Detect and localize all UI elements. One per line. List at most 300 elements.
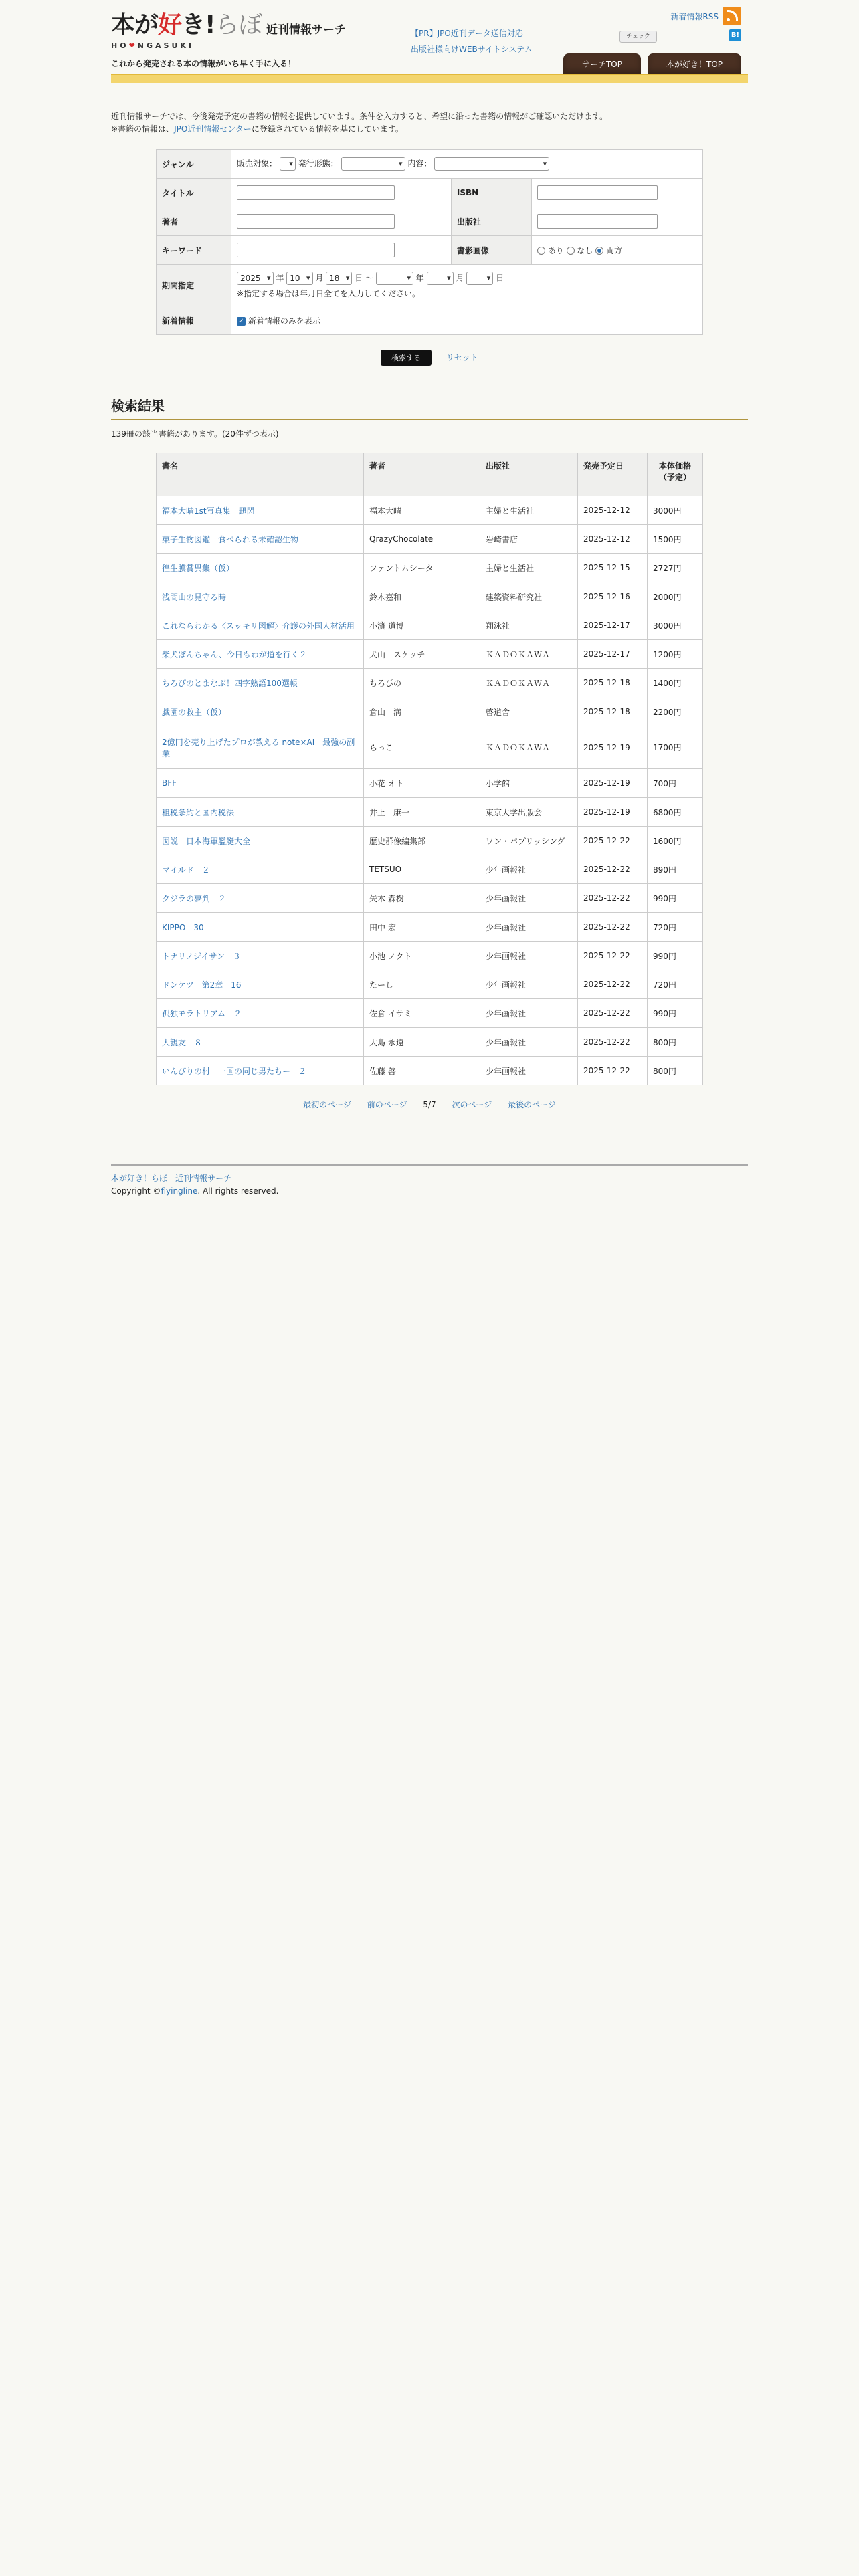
- book-price: 800円: [653, 1037, 676, 1047]
- header-divider-bar: [111, 74, 748, 83]
- table-row: [157, 913, 703, 942]
- flyingline-link[interactable]: flyingline: [161, 1186, 198, 1196]
- book-price: 6800円: [653, 807, 682, 817]
- table-cell: [578, 496, 648, 525]
- table-row: [157, 697, 703, 726]
- book-author: 犬山 スケッチ: [369, 649, 425, 659]
- book-price: 3000円: [653, 621, 682, 631]
- cover-cell: [531, 236, 702, 265]
- book-release-date: 2025-12-17: [583, 649, 630, 659]
- author-input[interactable]: [237, 214, 395, 229]
- rss-label[interactable]: 新着情報RSS: [670, 11, 719, 21]
- book-price: 1600円: [653, 836, 682, 846]
- table-cell: [157, 582, 364, 611]
- current-page: 5/7: [423, 1100, 436, 1109]
- table-cell: [157, 611, 364, 640]
- new-label: 新着情報: [157, 306, 231, 335]
- table-cell: [157, 496, 364, 525]
- table-cell: [364, 726, 480, 769]
- book-title-link[interactable]: 孤独モラトリアム ２: [162, 1008, 242, 1018]
- year-unit: 年: [276, 273, 284, 283]
- table-cell: [578, 611, 648, 640]
- table-cell: [578, 970, 648, 999]
- table-cell: [480, 855, 578, 884]
- table-cell: [480, 942, 578, 970]
- period-label: 期間指定: [157, 265, 231, 306]
- table-cell: [578, 942, 648, 970]
- book-release-date: 2025-12-22: [583, 1008, 630, 1018]
- book-release-date: 2025-12-19: [583, 778, 630, 788]
- table-cell: [648, 769, 703, 798]
- title-input[interactable]: [237, 185, 395, 200]
- site-header: [111, 0, 748, 87]
- book-author: 小濱 道博: [369, 621, 404, 631]
- publisher-label: 出版社: [451, 207, 531, 236]
- content-label: 内容：: [407, 158, 432, 169]
- book-publisher: 建築資料研究社: [486, 592, 543, 602]
- book-publisher: 少年画報社: [486, 951, 527, 961]
- table-cell: [364, 1028, 480, 1057]
- book-publisher: 少年画報社: [486, 865, 527, 875]
- table-cell: [364, 970, 480, 999]
- table-cell: [364, 999, 480, 1028]
- table-cell: [648, 726, 703, 769]
- table-row: [157, 611, 703, 640]
- book-publisher: ＫＡＤＯＫＡＷＡ: [486, 649, 551, 659]
- book-release-date: 2025-12-18: [583, 678, 630, 687]
- site-footer: [111, 1164, 748, 1198]
- start-year-select[interactable]: 2025 ▾: [237, 272, 274, 285]
- table-cell: [578, 697, 648, 726]
- table-cell: [157, 798, 364, 827]
- table-cell: [578, 582, 648, 611]
- table-cell: [480, 769, 578, 798]
- end-year-select[interactable]: [376, 272, 413, 285]
- book-title-link[interactable]: マイルド ２: [162, 865, 210, 875]
- book-author: らっこ: [369, 743, 394, 752]
- keyword-cell: [231, 236, 452, 265]
- table-row: [157, 827, 703, 855]
- col-author: 著者: [364, 453, 480, 496]
- book-author: 大島 永遠: [369, 1037, 404, 1047]
- book-price: 720円: [653, 922, 676, 932]
- book-release-date: 2025-12-22: [583, 980, 630, 989]
- table-cell: [480, 999, 578, 1028]
- table-cell: [480, 827, 578, 855]
- end-month-unit: 月: [456, 273, 464, 283]
- keyword-input[interactable]: [237, 243, 395, 257]
- table-cell: [364, 496, 480, 525]
- isbn-cell: [531, 179, 702, 207]
- book-author: たーし: [369, 980, 394, 990]
- book-price: 990円: [653, 893, 676, 903]
- tab-search-top[interactable]: サーチTOP: [563, 53, 641, 75]
- col-publisher: 出版社: [480, 453, 578, 496]
- book-author: 井上 康一: [369, 807, 410, 817]
- table-cell: [157, 769, 364, 798]
- book-publisher: 啓道舎: [486, 707, 510, 717]
- table-cell: [648, 999, 703, 1028]
- pagination: [111, 1099, 748, 1110]
- book-title-link[interactable]: 菓子生物図鑑 食べられる未確認生物: [162, 534, 299, 544]
- keyword-label: キーワード: [157, 236, 231, 265]
- table-cell: [648, 1057, 703, 1085]
- table-cell: [157, 942, 364, 970]
- hatena-bookmark-icon[interactable]: B!: [729, 29, 741, 41]
- first-page-link[interactable]: 最初のページ: [303, 1100, 351, 1109]
- book-release-date: 2025-12-19: [583, 742, 630, 752]
- book-publisher: ＫＡＤＯＫＡＷＡ: [486, 743, 551, 752]
- table-cell: [648, 855, 703, 884]
- table-cell: [157, 855, 364, 884]
- table-cell: [648, 942, 703, 970]
- table-cell: [648, 554, 703, 582]
- book-title-link[interactable]: 2億円を売り上げたプロが教える note×AI 最強の副業: [162, 737, 355, 758]
- tab-hongasuki-top[interactable]: 本が好き！TOP: [648, 53, 741, 75]
- table-cell: [157, 697, 364, 726]
- book-author: 佐倉 イサミ: [369, 1008, 412, 1018]
- table-cell: [578, 554, 648, 582]
- book-release-date: 2025-12-12: [583, 534, 630, 544]
- book-release-date: 2025-12-19: [583, 807, 630, 817]
- genre-fields: [231, 150, 703, 179]
- book-title-link[interactable]: いんびりの村 一国の同じ男たちー ２: [162, 1066, 307, 1076]
- isbn-input[interactable]: [537, 185, 658, 200]
- pr-links: [411, 25, 533, 58]
- cover-option-both: 両方: [606, 245, 623, 255]
- table-cell: [364, 640, 480, 669]
- table-cell: [364, 769, 480, 798]
- table-row: [157, 640, 703, 669]
- table-cell: [157, 827, 364, 855]
- book-price: 3000円: [653, 506, 682, 516]
- book-price: 800円: [653, 1066, 676, 1076]
- cover-radio-both[interactable]: [595, 247, 603, 255]
- table-row: [157, 554, 703, 582]
- table-cell: [578, 855, 648, 884]
- table-cell: [578, 640, 648, 669]
- book-publisher: 東京大学出版会: [486, 807, 543, 817]
- book-title-link[interactable]: KIPPO 30: [162, 922, 204, 932]
- book-publisher: 主婦と生活社: [486, 563, 535, 573]
- book-publisher: 岩崎書店: [486, 534, 518, 544]
- new-only-checkbox[interactable]: ✓: [237, 317, 246, 326]
- book-title-link[interactable]: 大親友 ８: [162, 1037, 203, 1047]
- table-cell: [578, 769, 648, 798]
- logo-text: 本が好き!らぼ: [111, 11, 262, 39]
- book-author: 佐藤 啓: [369, 1066, 396, 1076]
- footer-site-link[interactable]: 本が好き！らぼ 近刊情報サーチ: [111, 1174, 232, 1183]
- sales-target-select[interactable]: [280, 157, 296, 171]
- end-day-unit: 日: [496, 273, 504, 283]
- table-cell: [578, 1057, 648, 1085]
- table-row: [157, 726, 703, 769]
- table-row: [157, 669, 703, 697]
- table-cell: [157, 884, 364, 913]
- book-author: QrazyChocolate: [369, 534, 434, 544]
- table-cell: [480, 726, 578, 769]
- table-cell: [364, 669, 480, 697]
- table-cell: [157, 1057, 364, 1085]
- book-title-link[interactable]: 租税条約と国内税法: [162, 807, 235, 817]
- book-title-link[interactable]: 福本大晴1st写真集 題閃: [162, 506, 255, 516]
- table-cell: [648, 798, 703, 827]
- book-publisher: 主婦と生活社: [486, 506, 535, 516]
- check-button[interactable]: チェック: [619, 31, 657, 43]
- nav-tabs: [563, 53, 741, 75]
- book-author: TETSUO: [369, 865, 402, 874]
- table-cell: [648, 1028, 703, 1057]
- table-row: [157, 769, 703, 798]
- logo-romaji: HO❤NGASUKI: [111, 41, 195, 50]
- table-cell: [648, 827, 703, 855]
- book-author: 福本大晴: [369, 506, 402, 516]
- table-cell: [157, 640, 364, 669]
- book-title-link[interactable]: これならわかる〈スッキリ図解〉介護の外国人材活用: [162, 621, 355, 631]
- table-cell: [364, 582, 480, 611]
- book-price: 700円: [653, 778, 676, 788]
- isbn-label: ISBN: [451, 179, 531, 207]
- table-cell: [480, 582, 578, 611]
- table-cell: [364, 525, 480, 554]
- table-cell: [480, 669, 578, 697]
- book-release-date: 2025-12-18: [583, 707, 630, 716]
- table-cell: [648, 496, 703, 525]
- intro-line1-post: の情報を提供しています。条件を入力すると、希望に沿った書籍の情報がご確認いただけます。: [264, 112, 608, 121]
- book-title-link[interactable]: 戯園の救主（仮）: [162, 707, 227, 717]
- book-release-date: 2025-12-17: [583, 621, 630, 630]
- book-price: 2727円: [653, 563, 682, 573]
- table-cell: [364, 913, 480, 942]
- table-cell: [648, 913, 703, 942]
- publisher-cell: [531, 207, 702, 236]
- table-cell: [157, 913, 364, 942]
- rss-link[interactable]: [670, 7, 741, 25]
- table-cell: [364, 1057, 480, 1085]
- book-release-date: 2025-12-22: [583, 893, 630, 903]
- table-row: [157, 582, 703, 611]
- day-unit: 日: [355, 273, 363, 283]
- book-publisher: 翔泳社: [486, 621, 510, 631]
- table-cell: [157, 525, 364, 554]
- book-title-link[interactable]: 図説 日本海軍艦艇大全: [162, 836, 251, 846]
- table-cell: [157, 999, 364, 1028]
- period-note: ※指定する場合は年月日全てを入力してください。: [237, 289, 421, 298]
- tagline: これから発売される本の情報がいち早く手に入る！: [111, 59, 296, 68]
- table-cell: [648, 582, 703, 611]
- table-row: [157, 525, 703, 554]
- table-cell: [578, 913, 648, 942]
- table-cell: [480, 798, 578, 827]
- book-publisher: 少年画報社: [486, 980, 527, 990]
- start-day-select[interactable]: 18 ▾: [326, 272, 352, 285]
- book-publisher: 小学館: [486, 778, 510, 788]
- cover-radio-no[interactable]: [567, 247, 575, 255]
- table-cell: [648, 970, 703, 999]
- book-publisher: 少年画報社: [486, 1066, 527, 1076]
- table-cell: [578, 827, 648, 855]
- book-release-date: 2025-12-16: [583, 592, 630, 601]
- cover-radio-yes[interactable]: [537, 247, 545, 255]
- table-cell: [157, 1028, 364, 1057]
- table-cell: [480, 1057, 578, 1085]
- book-publisher: 少年画報社: [486, 1037, 527, 1047]
- end-month-select[interactable]: [427, 272, 454, 285]
- table-cell: [578, 798, 648, 827]
- book-price: 890円: [653, 865, 676, 875]
- table-cell: [480, 611, 578, 640]
- table-cell: [578, 669, 648, 697]
- site-name: 近刊情報サーチ: [266, 23, 346, 37]
- book-price: 1200円: [653, 649, 682, 659]
- genre-label: ジャンル: [157, 150, 231, 179]
- table-cell: [480, 640, 578, 669]
- next-page-link[interactable]: 次のページ: [452, 1100, 492, 1109]
- table-cell: [364, 942, 480, 970]
- table-cell: [364, 798, 480, 827]
- results-heading: 検索結果: [111, 395, 748, 420]
- book-author: ちろぴの: [369, 678, 402, 688]
- table-cell: [157, 970, 364, 999]
- table-cell: [578, 1028, 648, 1057]
- cover-option-yes: あり: [547, 245, 564, 255]
- publisher-system-link[interactable]: 出版社様向けWEBサイトシステム: [411, 45, 533, 54]
- table-row: [157, 884, 703, 913]
- book-price: 990円: [653, 951, 676, 961]
- end-day-select[interactable]: [466, 272, 493, 285]
- book-title-link[interactable]: ちろぴのとまなぶ！四字熟語100選帳: [162, 678, 298, 688]
- table-cell: [480, 1028, 578, 1057]
- table-cell: [578, 726, 648, 769]
- book-release-date: 2025-12-22: [583, 1066, 630, 1075]
- results-count: 139冊の該当書籍があります。(20件ずつ表示): [111, 429, 279, 439]
- book-author: ファントムシータ: [369, 563, 434, 573]
- book-publisher: 少年画報社: [486, 893, 527, 903]
- publisher-input[interactable]: [537, 214, 658, 229]
- site-logo[interactable]: [111, 12, 265, 53]
- rss-icon[interactable]: [723, 7, 741, 25]
- book-author: 鈴木嘉和: [369, 592, 402, 602]
- intro-text: [111, 110, 748, 136]
- prev-page-link[interactable]: 前のページ: [367, 1100, 407, 1109]
- col-date: 発売予定日: [578, 453, 648, 496]
- table-cell: [480, 496, 578, 525]
- table-cell: [648, 884, 703, 913]
- sales-target-label: 販売対象：: [237, 158, 278, 169]
- page-wrapper: [111, 0, 748, 1198]
- content-select[interactable]: [434, 157, 549, 171]
- book-title-link[interactable]: BFF: [162, 778, 177, 788]
- book-title-link[interactable]: 浅間山の見守る時: [162, 592, 227, 602]
- table-cell: [364, 611, 480, 640]
- new-cell: [231, 306, 703, 335]
- book-price: 720円: [653, 980, 676, 990]
- table-cell: [648, 640, 703, 669]
- search-form: [156, 149, 703, 335]
- form-buttons: [111, 350, 748, 366]
- book-release-date: 2025-12-15: [583, 563, 630, 572]
- intro-underline: 今後発売予定の書籍: [191, 112, 264, 121]
- table-cell: [480, 554, 578, 582]
- jpo-link[interactable]: 【PR】JPO近刊データ送信対応: [411, 29, 523, 38]
- book-title-link[interactable]: ドンケツ 第2章 16: [162, 980, 242, 990]
- book-author: 歴史群像編集部: [369, 836, 426, 846]
- book-author: 倉山 満: [369, 707, 402, 717]
- start-month-select[interactable]: 10 ▾: [286, 272, 312, 285]
- intro-line2-post: に登録されている情報を基にしています。: [251, 124, 403, 134]
- book-release-date: 2025-12-12: [583, 506, 630, 515]
- table-cell: [364, 554, 480, 582]
- copyright-pre: Copyright ©: [111, 1186, 161, 1196]
- table-cell: [648, 697, 703, 726]
- results-header-row: [157, 453, 703, 496]
- end-year-unit: 年: [415, 273, 424, 283]
- cover-option-no: なし: [577, 245, 593, 255]
- last-page-link[interactable]: 最後のページ: [508, 1100, 556, 1109]
- book-title-link[interactable]: トナリノジイサン ３: [162, 951, 241, 961]
- book-publisher: 少年画報社: [486, 1008, 527, 1018]
- table-cell: [364, 855, 480, 884]
- book-release-date: 2025-12-22: [583, 865, 630, 874]
- table-cell: [364, 827, 480, 855]
- book-author: 小池 ノクト: [369, 951, 412, 961]
- book-price: 2000円: [653, 592, 682, 602]
- table-cell: [480, 884, 578, 913]
- table-cell: [157, 554, 364, 582]
- author-cell: [231, 207, 452, 236]
- book-release-date: 2025-12-22: [583, 951, 630, 960]
- results-body: [157, 496, 703, 1085]
- book-title-link[interactable]: クジラの夢判 ２: [162, 893, 227, 903]
- table-row: [157, 798, 703, 827]
- intro-line2-pre: ※書籍の情報は、: [111, 124, 175, 134]
- book-price: 990円: [653, 1008, 676, 1018]
- book-release-date: 2025-12-22: [583, 1037, 630, 1047]
- col-price: 本体価格（予定）: [648, 453, 703, 496]
- search-button[interactable]: 検索する: [381, 350, 432, 366]
- book-price: 2200円: [653, 707, 682, 717]
- book-title-link[interactable]: 柴犬ぽんちゃん、今日もわが道を行く２: [162, 649, 307, 659]
- book-price: 1500円: [653, 534, 682, 544]
- table-row: [157, 1057, 703, 1085]
- table-row: [157, 970, 703, 999]
- cover-label: 書影画像: [451, 236, 531, 265]
- table-cell: [480, 913, 578, 942]
- col-title: 書名: [157, 453, 364, 496]
- copyright-post: . All rights reserved.: [197, 1186, 279, 1196]
- book-publisher: ワン・パブリッシング: [486, 836, 565, 846]
- table-cell: [364, 884, 480, 913]
- table-cell: [157, 726, 364, 769]
- jpo-center-link[interactable]: JPO近刊情報センター: [174, 124, 252, 134]
- author-label: 著者: [157, 207, 231, 236]
- book-author: 矢木 森樹: [369, 893, 404, 903]
- month-unit: 月: [315, 273, 324, 283]
- book-author: 小花 オト: [369, 778, 404, 788]
- reset-link[interactable]: リセット: [446, 353, 478, 362]
- new-only-label: 新着情報のみを表示: [248, 316, 320, 326]
- book-author: 田中 宏: [369, 922, 396, 932]
- book-price: 1400円: [653, 678, 682, 688]
- book-title-link[interactable]: 徨生膜賞異集（仮）: [162, 563, 235, 573]
- book-price: 1700円: [653, 743, 682, 752]
- table-cell: [480, 525, 578, 554]
- table-row: [157, 1028, 703, 1057]
- title-cell: [231, 179, 452, 207]
- range-tilde: 〜: [365, 273, 374, 283]
- form-type-select[interactable]: [341, 157, 405, 171]
- table-cell: [480, 970, 578, 999]
